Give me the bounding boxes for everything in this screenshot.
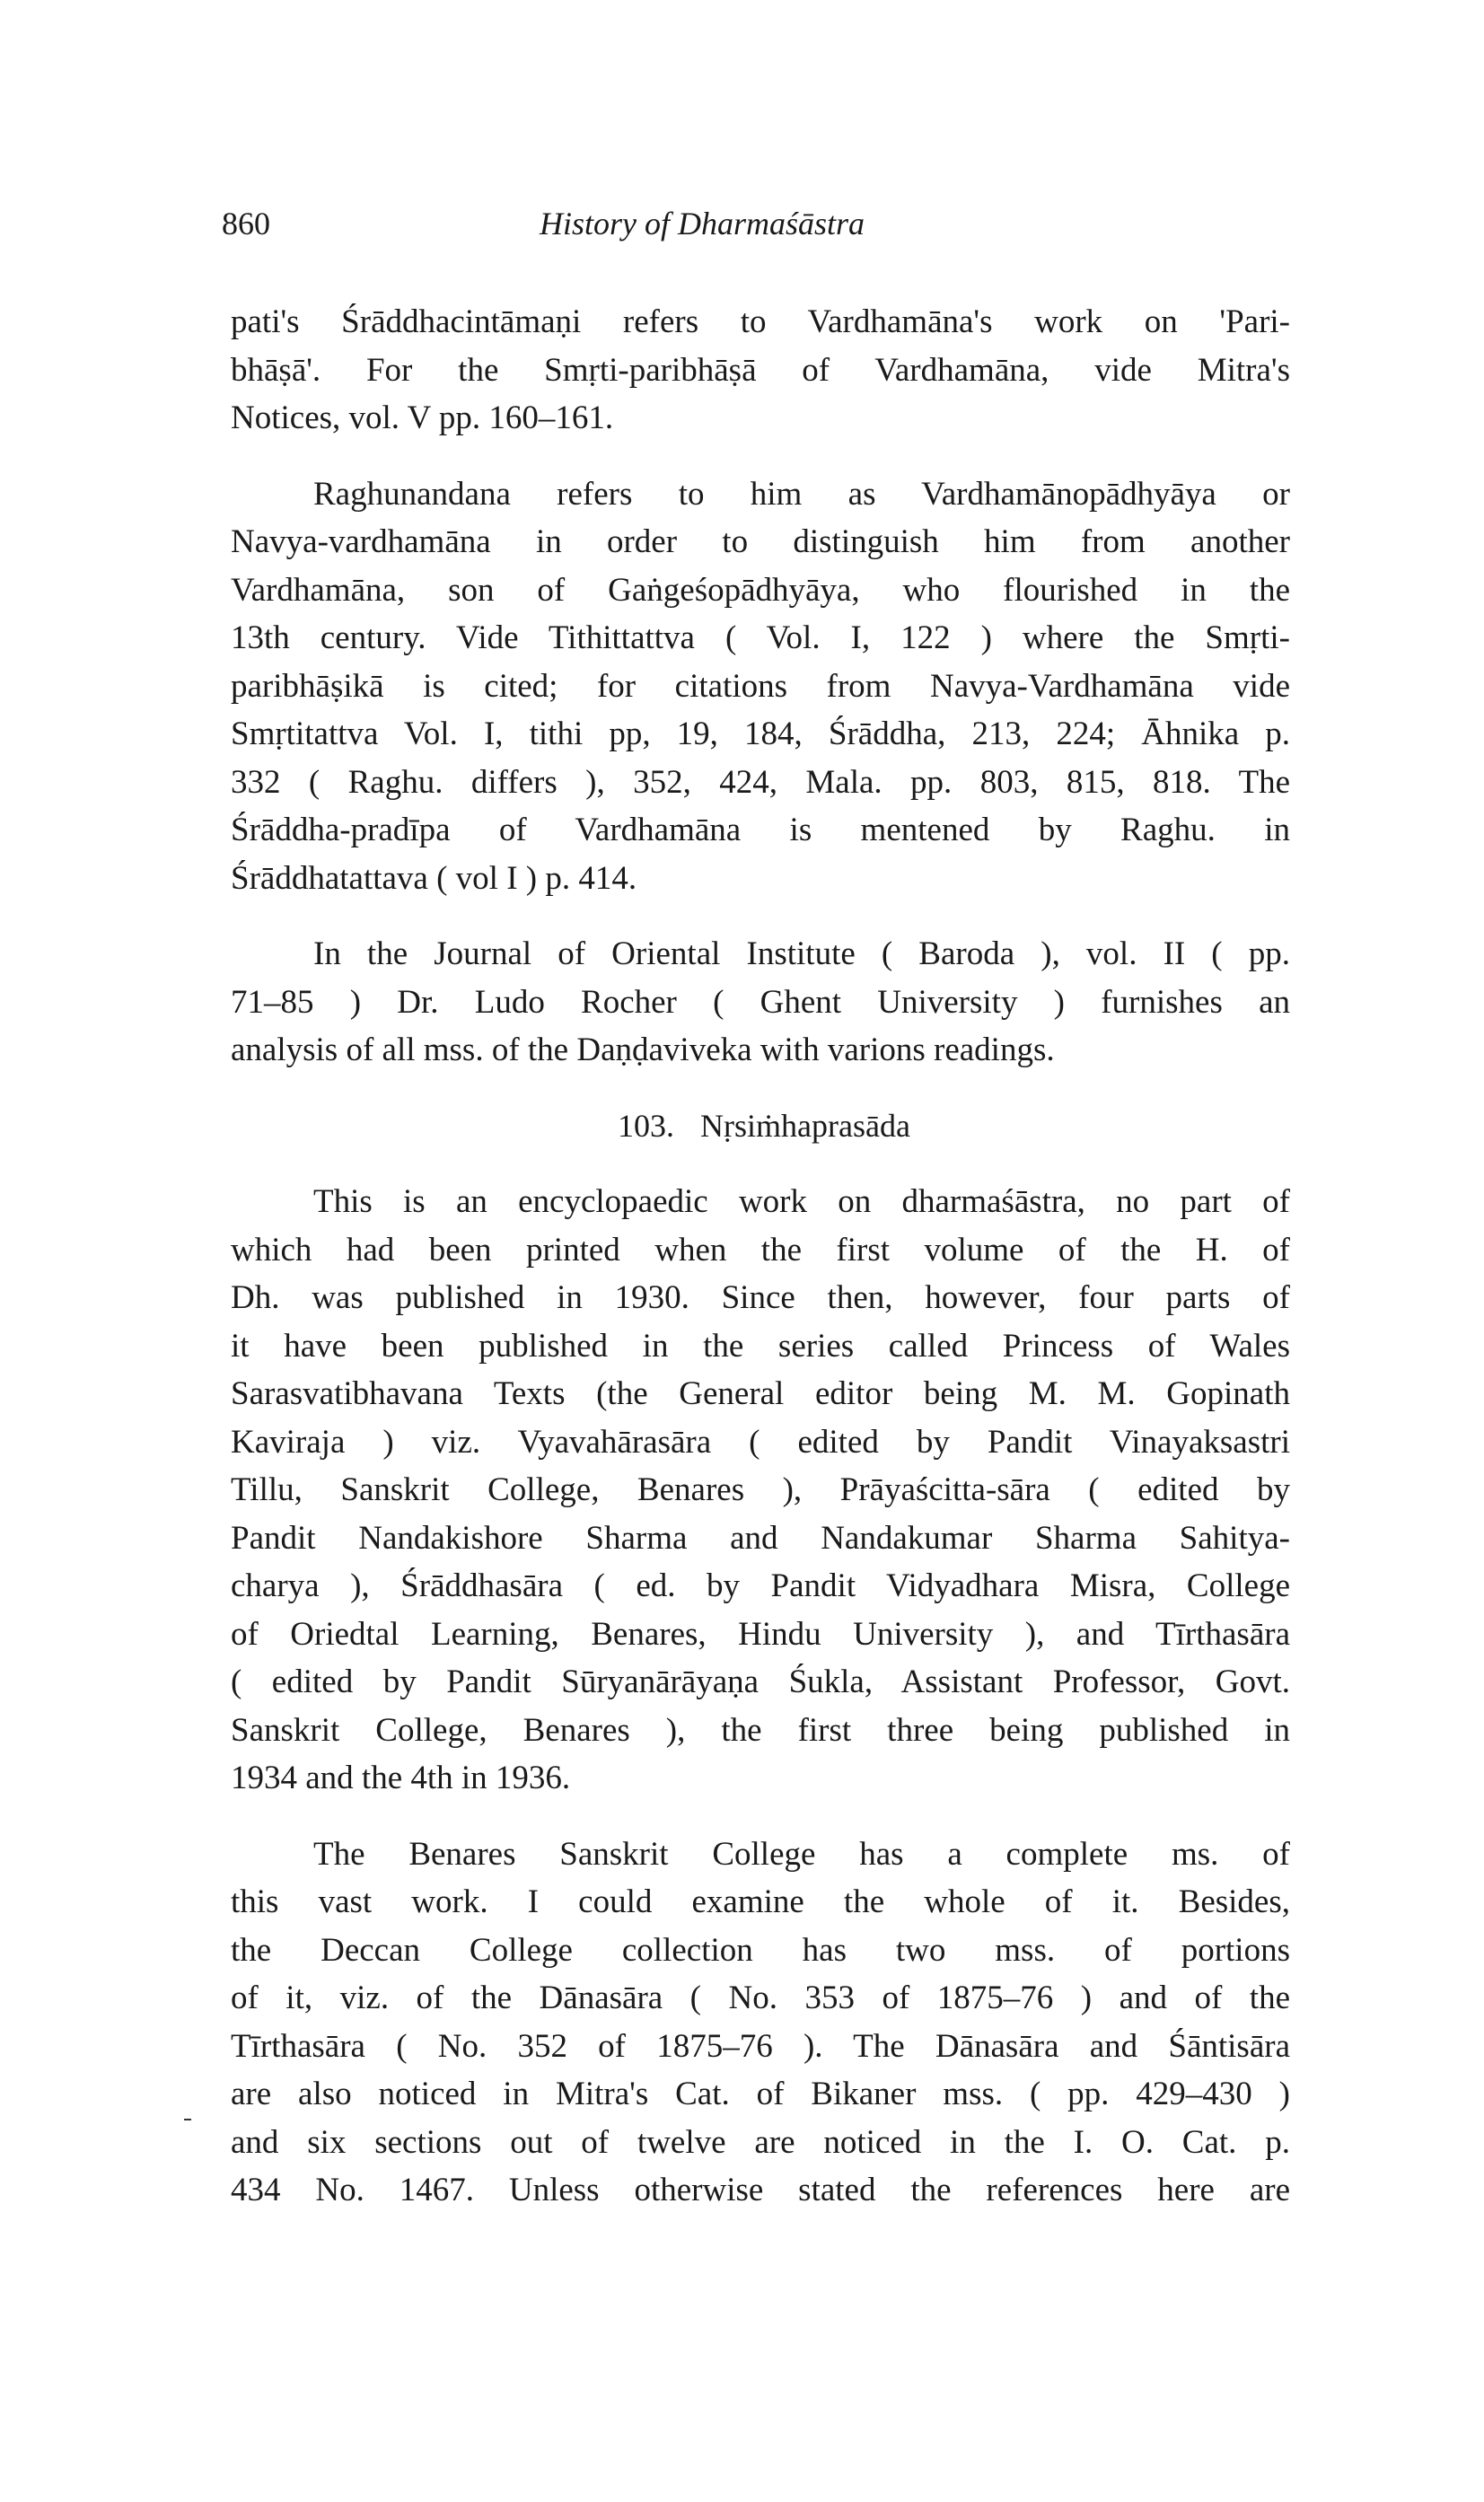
text-line: bhāṣā'. For the Smṛti-paribhāṣā of Vardhamāna, vide Mitra's (231, 351, 1290, 389)
text-line: paribhāṣikā is cited; for citations from Navya-Vardhamāna vide (231, 667, 1290, 705)
text-line: Dh. was published in 1930. Since then, however, four parts of (231, 1279, 1290, 1316)
text-line: Vardhamāna, son of Gaṅgeśopādhyāya, who flourished in the (231, 571, 1290, 609)
text-line: it have been published in the series called Princess of Wales (231, 1327, 1290, 1365)
text-line: Raghunandana refers to him as Vardhamānopādhyāya or (313, 475, 1290, 513)
text-line: ( edited by Pandit Sūryanārāyaṇa Śukla, Assistant Professor, Govt. (231, 1664, 1290, 1700)
text-line: Śrāddha-pradīpa of Vardhamāna is mentened by Raghu. in (231, 812, 1290, 848)
text-line: Tillu, Sanskrit College, Benares ), Prāyaścitta-sāra ( edited by (231, 1471, 1290, 1508)
text-line: Śrāddhatattava ( vol I ) p. 414. (231, 859, 637, 897)
text-line: The Benares Sanskrit College has a complete ms. of (313, 1835, 1290, 1873)
page-header (222, 205, 1290, 255)
text-line: Tīrthasāra ( No. 352 of 1875–76 ). The Dānasāra and Śāntisāra (231, 2027, 1290, 2065)
page-number: 860 (222, 206, 270, 241)
text-line: pati's Śrāddhacintāmaṇi refers to Vardhamāna's work on 'Pari- (231, 303, 1290, 340)
text-line: of it, viz. of the Dānasāra ( No. 353 of 1875–76 ) and of the (231, 1980, 1290, 2016)
text-line: the Deccan College collection has two mss. of portions (231, 1931, 1290, 1969)
text-line: 71–85 ) Dr. Ludo Rocher ( Ghent University ) furnishes an (231, 983, 1290, 1021)
margin-mark (184, 2119, 191, 2120)
text-line: 1934 and the 4th in 1936. (231, 1760, 571, 1796)
text-line: Navya-vardhamāna in order to distinguish him from another (231, 523, 1290, 560)
text-line: and six sections out of twelve are noticed in the I. O. Cat. p. (231, 2123, 1290, 2161)
paragraph (231, 1830, 1290, 2215)
paragraph (231, 298, 1290, 443)
text-line: Pandit Nandakishore Sharma and Nandakumar Sharma Sahitya- (231, 1519, 1290, 1557)
text-line: Notices, vol. V pp. 160–161. (231, 399, 614, 436)
paragraph (231, 470, 1290, 903)
text-line: Sarasvatibhavana Texts (the General editor being M. M. Gopinath (231, 1375, 1290, 1412)
text-line: analysis of all mss. of the Daṇḍaviveka with varions readings. (231, 1032, 1055, 1068)
section-title: Nṛsiṁhaprasāda (700, 1107, 910, 1144)
text-line: 13th century. Vide Tithittattva ( Vol. I, 122 ) where the Smṛti- (231, 619, 1290, 656)
text-line: 434 No. 1467. Unless otherwise stated the references here are (231, 2172, 1290, 2208)
text-line: are also noticed in Mitra's Cat. of Bikaner mss. ( pp. 429–430 ) (231, 2076, 1290, 2112)
paragraph (231, 1178, 1290, 1803)
section-number: 103. (618, 1107, 675, 1144)
text-line: which had been printed when the first volume of the H. of (231, 1231, 1290, 1269)
text-line: This is an encyclopaedic work on dharmaśāstra, no part of (313, 1183, 1290, 1220)
text-line: 332 ( Raghu. differs ), 352, 424, Mala. pp. 803, 815, 818. The (231, 763, 1290, 801)
text-line: this vast work. I could examine the whole of it. Besides, (231, 1883, 1290, 1920)
text-line: Smṛtitattva Vol. I, tithi pp, 19, 184, Śrāddha, 213, 224; Āhnika p. (231, 715, 1290, 752)
text-line: charya ), Śrāddhasāra ( ed. by Pandit Vidyadhara Misra, College (231, 1567, 1290, 1604)
text-line: In the Journal of Oriental Institute ( Baroda ), vol. II ( pp. (313, 935, 1290, 972)
section-heading (231, 1102, 1290, 1151)
body-text (231, 298, 1290, 2243)
paragraph (231, 930, 1290, 1075)
running-title: History of Dharmaśāstra (540, 206, 865, 241)
text-line: of Oriedtal Learning, Benares, Hindu University ), and Tīrthasāra (231, 1615, 1290, 1653)
text-line: Kaviraja ) viz. Vyavahārasāra ( edited by Pandit Vinayaksastri (231, 1423, 1290, 1461)
text-line: Sanskrit College, Benares ), the first three being published in (231, 1711, 1290, 1749)
